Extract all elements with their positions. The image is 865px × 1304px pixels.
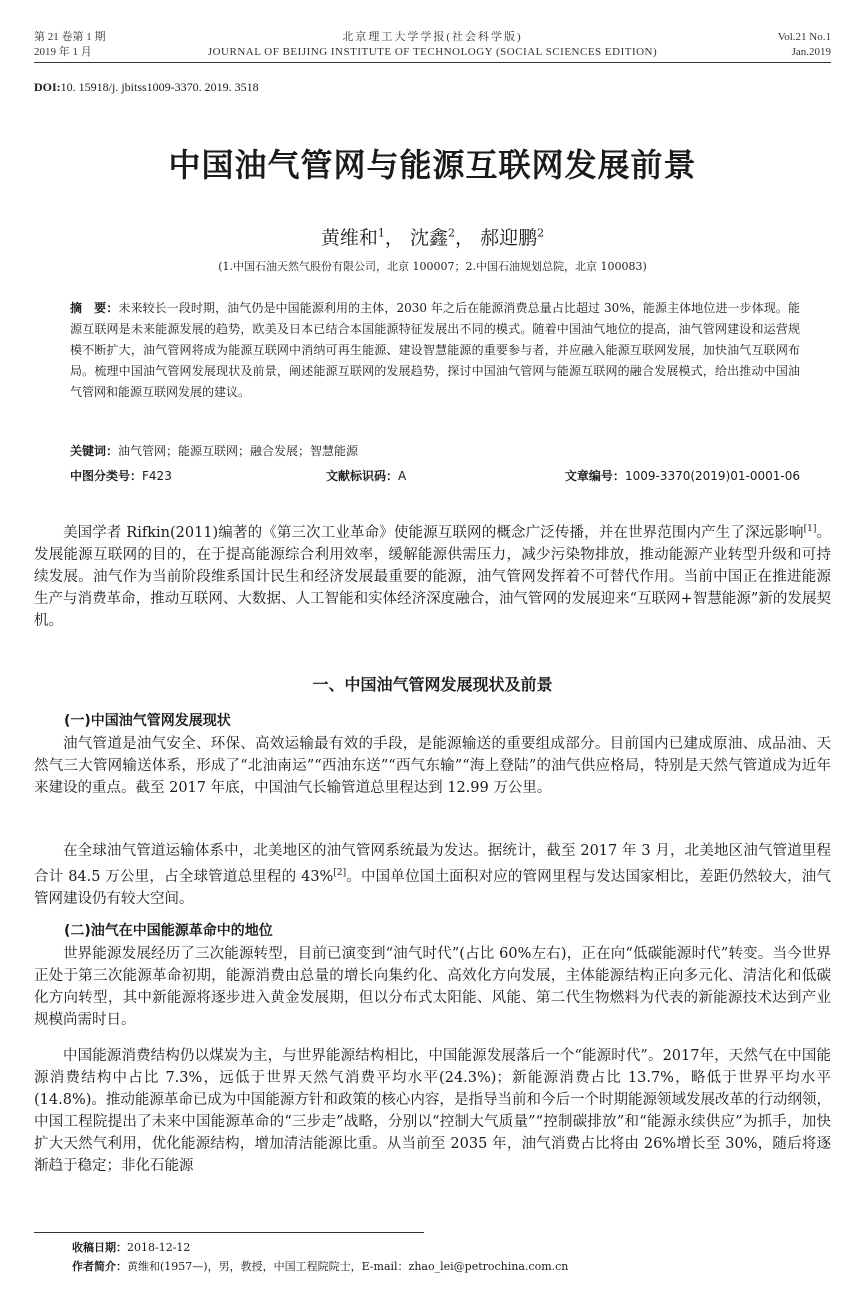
author-name: 黄维和 bbox=[320, 227, 378, 249]
header-volume-cn: 第 21 卷第 1 期 bbox=[34, 31, 106, 43]
citation-ref: [2] bbox=[333, 868, 347, 878]
paragraph-text: 油气管道是油气安全、环保、高效运输最有效的手段，是能源输送的重要组成部分。目前国内已建成原油、成品油、天然气三大管网输送体系，形成了“北油南运”“西油东送”“西气东输”“海上登陆”的油气供应格局，特别是天然气管道成为近年来建设的重点。截至 2017 年底，中国油气长输管道总里程达到 12.99 万公里。 bbox=[34, 736, 831, 796]
section1-paragraph-1 bbox=[34, 733, 831, 799]
section1-paragraph-3 bbox=[34, 943, 831, 1031]
header-center bbox=[120, 30, 745, 60]
subsection-heading: (二)油气在中国能源革命中的地位 bbox=[64, 923, 273, 939]
header-volume-en: Vol.21 No.1 bbox=[777, 31, 831, 43]
intro-text-b: 。发展能源互联网的目的，在于提高能源综合利用效率，缓解能源供需压力，减少污染物排放，推动能源产业转型升级和可持续发展。油气作为当前阶段维系国计民生和经济发展最重要的能源，油气管网发挥着不可替代作用。当前中国正在推进能源生产与消费革命，推动互联网、大数据、人工智能和实体经济深度融合，油气管网的发展迎来“互联网+智慧能源”新的发展契机。 bbox=[34, 524, 831, 629]
header-divider bbox=[34, 62, 831, 63]
section1-paragraph-2 bbox=[34, 840, 831, 910]
keywords bbox=[70, 441, 800, 461]
intro-text-a: 美国学者 Rifkin(2011)编著的《第三次工业革命》使能源互联网的概念广泛传播，并在世界范围内产生了深远影响 bbox=[63, 524, 804, 541]
article-label: 文章编号： bbox=[564, 469, 625, 483]
header-date-en: Jan.2019 bbox=[791, 46, 831, 58]
footnote-divider bbox=[34, 1232, 424, 1233]
clc-number bbox=[70, 466, 172, 486]
author-separator: ， bbox=[384, 227, 404, 249]
header-right bbox=[778, 30, 831, 60]
intro-paragraph bbox=[34, 518, 831, 632]
author-affil-mark: 2 bbox=[537, 226, 545, 240]
doc-label: 文献标识码： bbox=[326, 469, 399, 483]
author-list bbox=[0, 223, 865, 250]
doc-value: A bbox=[398, 469, 407, 483]
journal-name-cn: 北京理工大学学报(社会科学版) bbox=[342, 31, 523, 43]
paragraph-text-b: 。中国单位国土面积对应的管网里程与发达国家相比，差距仍然较大，油气管网建设仍有较大空间。 bbox=[34, 868, 832, 907]
article-number bbox=[565, 466, 800, 486]
keywords-text: 油气管网；能源互联网；融合发展；智慧能源 bbox=[118, 444, 359, 458]
received-value: 2018-12-12 bbox=[127, 1241, 191, 1254]
footnote-received bbox=[72, 1240, 190, 1256]
author-affil-mark: 2 bbox=[448, 226, 455, 240]
citation-ref: [1] bbox=[803, 524, 817, 534]
subsection-heading: (一)中国油气管网发展现状 bbox=[64, 713, 231, 729]
affiliations: (1.中国石油天然气股份有限公司，北京 100007；2.中国石油规划总院，北京 100083) bbox=[218, 260, 647, 273]
author-affil-mark: 1 bbox=[377, 226, 385, 240]
section1-paragraph-4 bbox=[34, 1045, 831, 1177]
author-name: 沈鑫 bbox=[409, 227, 448, 249]
paragraph-text: 世界能源发展经历了三次能源转型，目前已演变到“油气时代”(占比 60%左右)，正在向“低碳能源时代”转变。当今世界正处于第三次能源革命初期，能源消费由总量的增长向集约化、高效化方向发展，主体能源结构正向多元化、清洁化和低碳化方向转型，其中新能源将逐步进入黄金发展期，但以分布式太阳能、风能、第二代生物燃料为代表的新能源技术达到产业规模尚需时日。 bbox=[34, 946, 831, 1028]
paragraph-text-a: 在全球油气管道运输体系中，北美地区的油气管网系统最为发达。据统计，截至 2017 年 3 月，北美地区油气管道里程合计 84.5 万公里，占全球管道总里程的 43% bbox=[34, 843, 831, 885]
footnote-author bbox=[72, 1259, 568, 1275]
clc-value: F423 bbox=[142, 469, 172, 483]
doi-line bbox=[34, 80, 259, 95]
paper-title: 中国油气管网与能源互联网发展前景 bbox=[168, 146, 697, 184]
document-code bbox=[326, 466, 406, 486]
clc-label: 中图分类号： bbox=[70, 469, 143, 483]
keywords-label: 关键词： bbox=[70, 444, 119, 458]
paragraph-text: 中国能源消费结构仍以煤炭为主，与世界能源结构相比，中国能源发展落后一个“能源时代”。2017年，天然气在中国能源消费结构中占比 7.3%，远低于世界天然气消费平均水平(24.3%)；新能源消费占比 13.7%，略低于世界平均水平(14.8%)。推动能源革命已成为中国能源方针和政策的核心内容，是指导当前和今后一个时期能源领域发展改革的行动纲领，中国工程院提出了未来中国能源革命的“三步走”战略，分别以“控制大气质量”“控制碳排放”和“能源永续供应”为抓手，加快扩大天然气利用，优化能源结构，增加清洁能源比重。从当前至 2035 年，油气消费占比将由 26%增长至 30%，随后将逐渐趋于稳定；非化石能源 bbox=[34, 1048, 831, 1174]
author-separator: ， bbox=[455, 227, 475, 249]
abstract bbox=[70, 298, 800, 403]
doi-label: DOI: bbox=[34, 80, 61, 94]
header-date-cn: 2019 年 1 月 bbox=[34, 46, 92, 58]
received-label: 收稿日期： bbox=[72, 1241, 127, 1254]
abstract-label: 摘 要： bbox=[70, 301, 119, 315]
article-value: 1009-3370(2019)01-0001-06 bbox=[624, 469, 800, 483]
author-bio-label: 作者简介： bbox=[72, 1260, 127, 1273]
doi-value: 10. 15918/j. jbitss1009-3370. 2019. 3518 bbox=[60, 80, 259, 94]
journal-name-en: JOURNAL OF BEIJING INSTITUTE OF TECHNOLOGY (SOCIAL SCIENCES EDITION) bbox=[207, 46, 658, 58]
author-bio-value: 黄维和(1957—)，男，教授，中国工程院院士，E-mail：zhao_lei@petrochina.com.cn bbox=[127, 1260, 569, 1273]
section-heading: 一、中国油气管网发展现状及前景 bbox=[312, 675, 553, 694]
abstract-text: 未来较长一段时期，油气仍是中国能源利用的主体，2030 年之后在能源消费总量占比超过 30%，能源主体地位进一步体现。能源互联网是未来能源发展的趋势，欧美及日本已结合本国能源特征发展出不同的模式。随着中国油气地位的提高，油气管网建设和运营规模不断扩大，油气管网将成为能源互联网中消纳可再生能源、建设智慧能源的重要参与者，并应融入能源互联网发展，加快油气互联网布局。梳理中国油气管网发展现状及前景，阐述能源互联网的发展趋势，探讨中国油气管网与能源互联网的融合发展模式，给出推动中国油气管网和能源互联网发展的建议。 bbox=[70, 301, 800, 399]
header-left bbox=[34, 30, 106, 60]
author-name: 郝迎鹏 bbox=[480, 227, 538, 249]
